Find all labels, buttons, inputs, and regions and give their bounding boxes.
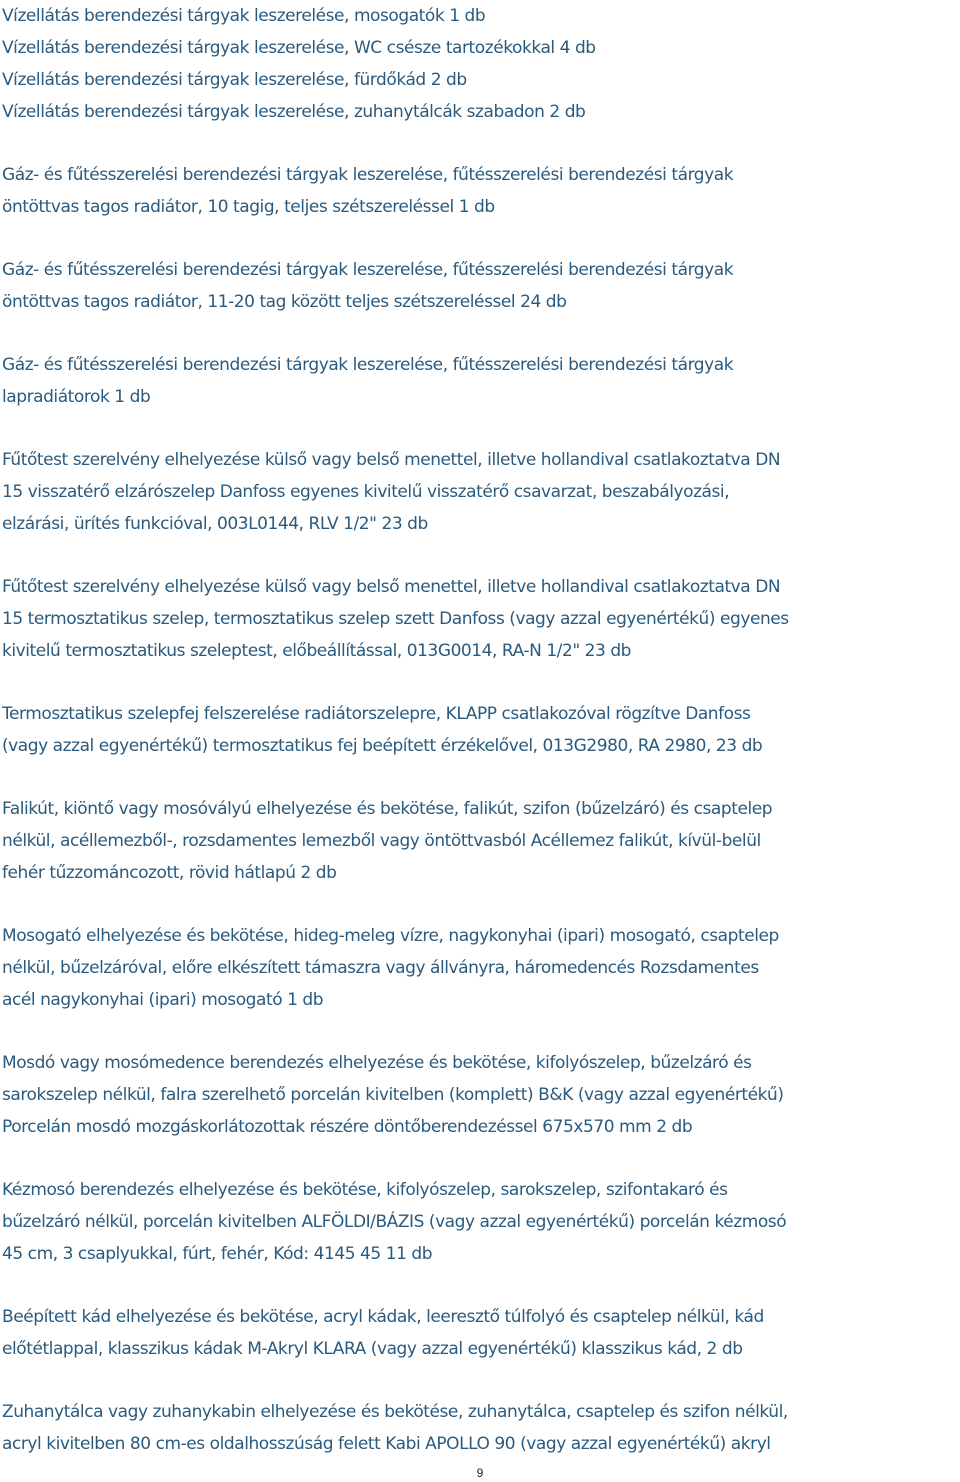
item-line: öntöttvas tagos radiátor, 11-20 tag között teljes szétszereléssel 24 db <box>2 292 567 312</box>
item-line: Vízellátás berendezési tárgyak leszerelése, WC csésze tartozékokkal 4 db <box>2 38 596 58</box>
item-thermostatic-valve <box>2 571 958 667</box>
item-radiator-removal-10 <box>2 159 958 223</box>
item-line: Vízellátás berendezési tárgyak leszerelése, zuhanytálcák szabadon 2 db <box>2 102 586 122</box>
item-line: nélkül, bűzelzáróval, előre elkészített támaszra vagy állványra, háromedencés Rozsdamentes <box>2 958 759 978</box>
item-line: 15 termosztatikus szelep, termosztatikus szelep szett Danfoss (vagy azzal egyenértékű) egyenes <box>2 609 789 629</box>
item-line: öntöttvas tagos radiátor, 10 tagig, teljes szétszereléssel 1 db <box>2 197 495 217</box>
item-line: Fűtőtest szerelvény elhelyezése külső vagy belső menettel, illetve hollandival csatlakoztatva DN <box>2 450 781 470</box>
item-line: Vízellátás berendezési tárgyak leszerelése, mosogatók 1 db <box>2 6 486 26</box>
item-line: Beépített kád elhelyezése és bekötése, acryl kádak, leeresztő túlfolyó és csaptelep nélkül, kád <box>2 1307 764 1327</box>
item-line: Gáz- és fűtésszerelési berendezési tárgyak leszerelése, fűtésszerelési berendezési tárgyak <box>2 260 734 280</box>
item-return-valve <box>2 444 958 540</box>
item-line: Kézmosó berendezés elhelyezése és bekötése, kifolyószelep, sarokszelep, szifontakaró és <box>2 1180 728 1200</box>
item-line: Gáz- és fűtésszerelési berendezési tárgyak leszerelése, fűtésszerelési berendezési tárgyak <box>2 355 734 375</box>
item-radiator-removal-11-20 <box>2 254 958 318</box>
item-line: bűzelzáró nélkül, porcelán kivitelben ALFÖLDI/BÁZIS (vagy azzal egyenértékű) porcelán kézmosó <box>2 1212 787 1232</box>
item-line: Vízellátás berendezési tárgyak leszerelése, fürdőkád 2 db <box>2 70 467 90</box>
item-washbasin <box>2 1047 958 1143</box>
item-thermostatic-head <box>2 698 958 762</box>
item-line: acél nagykonyhai (ipari) mosogató 1 db <box>2 990 324 1010</box>
item-wall-sink <box>2 793 958 889</box>
item-hand-basin <box>2 1174 958 1270</box>
item-line: Porcelán mosdó mozgáskorlátozottak részére döntőberendezéssel 675x570 mm 2 db <box>2 1117 693 1137</box>
item-line: (vagy azzal egyenértékű) termosztatikus fej beépített érzékelővel, 013G2980, RA 2980, 23 db <box>2 736 763 756</box>
item-line: lapradiátorok 1 db <box>2 387 151 407</box>
item-line: Mosdó vagy mosómedence berendezés elhelyezése és bekötése, kifolyószelep, bűzelzáró és <box>2 1053 752 1073</box>
item-industrial-sink <box>2 920 958 1016</box>
item-line: nélkül, acéllemezből-, rozsdamentes lemezből vagy öntöttvasból Acéllemez falikút, kívül-belül <box>2 831 761 851</box>
item-line: Zuhanytálca vagy zuhanykabin elhelyezése és bekötése, zuhanytálca, csaptelep és szifon nélkül, <box>2 1402 788 1422</box>
item-line: 15 visszatérő elzárószelep Danfoss egyenes kivitelű visszatérő csavarzat, beszabályozási, <box>2 482 730 502</box>
item-line: acryl kivitelben 80 cm-es oldalhosszúság felett Kabi APOLLO 90 (vagy azzal egyenértékű) akryl <box>2 1434 771 1454</box>
item-line: 45 cm, 3 csaplyukkal, fúrt, fehér, Kód: 4145 45 11 db <box>2 1244 433 1264</box>
document-body <box>2 0 958 1460</box>
item-line: Falikút, kiöntő vagy mosóvályú elhelyezése és bekötése, falikút, szifon (bűzelzáró) és csaptelep <box>2 799 773 819</box>
item-line: Fűtőtest szerelvény elhelyezése külső vagy belső menettel, illetve hollandival csatlakoztatva DN <box>2 577 781 597</box>
item-bathtub <box>2 1301 958 1365</box>
item-panel-radiator-removal <box>2 349 958 413</box>
page-number: 9 <box>476 1466 484 1480</box>
item-line: sarokszelep nélkül, falra szerelhető porcelán kivitelben (komplett) B&K (vagy azzal egyenértékű) <box>2 1085 784 1105</box>
item-line: fehér tűzzománcozott, rövid hátlapú 2 db <box>2 863 337 883</box>
item-line: Gáz- és fűtésszerelési berendezési tárgyak leszerelése, fűtésszerelési berendezési tárgyak <box>2 165 734 185</box>
item-line: előtétlappal, klasszikus kádak M-Akryl KLARA (vagy azzal egyenértékű) klasszikus kád, 2 db <box>2 1339 743 1359</box>
item-line: Termosztatikus szelepfej felszerelése radiátorszelepre, KLAPP csatlakozóval rögzítve Danfoss <box>2 704 751 724</box>
item-line: kivitelű termosztatikus szeleptest, előbeállítással, 013G0014, RA-N 1/2" 23 db <box>2 641 632 661</box>
item-line: elzárási, ürítés funkcióval, 003L0144, RLV 1/2" 23 db <box>2 514 428 534</box>
item-shower-tray <box>2 1396 958 1460</box>
item-water-fixtures-removal <box>2 0 958 128</box>
item-line: Mosogató elhelyezése és bekötése, hideg-meleg vízre, nagykonyhai (ipari) mosogató, csaptelep <box>2 926 779 946</box>
